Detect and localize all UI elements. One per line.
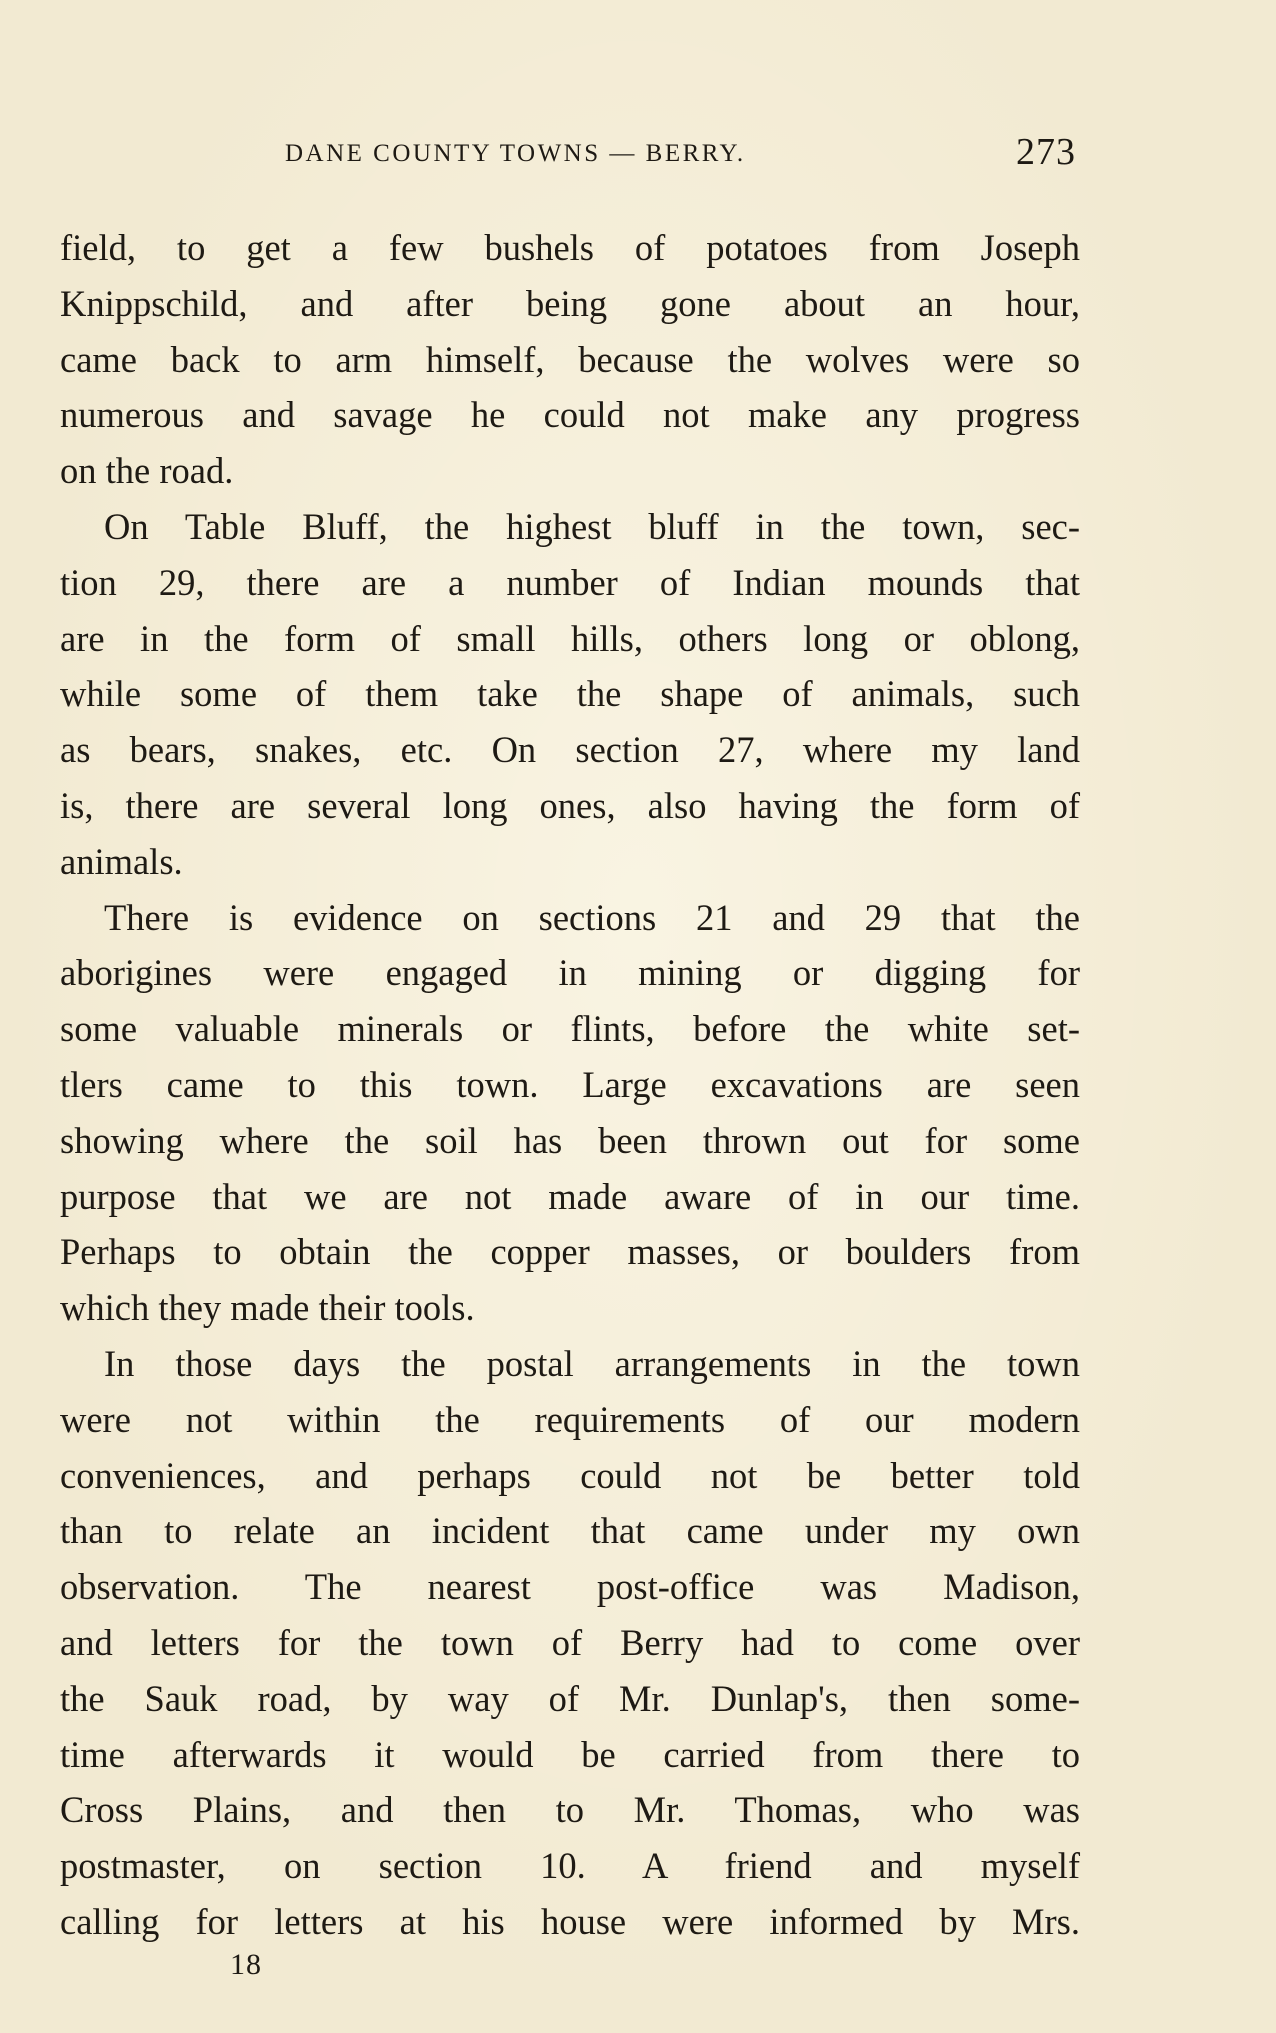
text-line: than to relate an incident that came under my own	[60, 1510, 1080, 1552]
text-line: On Table Bluff, the highest bluff in the town, sec-	[104, 505, 1080, 547]
text-line: postmaster, on section 10. A friend and myself	[60, 1845, 1080, 1887]
body-text	[60, 220, 1080, 1950]
text-line: calling for letters at his house were informed by Mrs.	[60, 1900, 1080, 1942]
text-line: Perhaps to obtain the copper masses, or boulders from	[60, 1231, 1080, 1273]
running-title: DANE COUNTY TOWNS — BERRY.	[285, 140, 746, 167]
text-line: time afterwards it would be carried from there to	[60, 1733, 1080, 1775]
text-line: on the road.	[60, 450, 234, 492]
text-line: Cross Plains, and then to Mr. Thomas, who was	[60, 1789, 1080, 1831]
text-line: is, there are several long ones, also having the form of	[60, 784, 1080, 826]
text-line: the Sauk road, by way of Mr. Dunlap's, then some-	[60, 1677, 1080, 1719]
page-number: 273	[1016, 131, 1076, 173]
text-line: came back to arm himself, because the wolves were so	[60, 338, 1080, 380]
text-line: as bears, snakes, etc. On section 27, where my land	[60, 729, 1080, 771]
text-line: showing where the soil has been thrown out for some	[60, 1119, 1080, 1161]
signature-mark: 18	[230, 1948, 262, 1981]
text-line: numerous and savage he could not make any progress	[60, 394, 1080, 436]
text-line: tlers came to this town. Large excavations are seen	[60, 1063, 1080, 1105]
text-line: tion 29, there are a number of Indian mounds that	[60, 561, 1080, 603]
text-line: some valuable minerals or flints, before the white set-	[60, 1008, 1080, 1050]
text-line: There is evidence on sections 21 and 29 that the	[104, 896, 1080, 938]
text-line: Knippschild, and after being gone about an hour,	[60, 282, 1080, 324]
text-line: and letters for the town of Berry had to come over	[60, 1621, 1080, 1663]
text-line: In those days the postal arrangements in the town	[104, 1342, 1080, 1384]
text-line: observation. The nearest post-office was Madison,	[60, 1566, 1080, 1608]
text-line: are in the form of small hills, others long or oblong,	[60, 617, 1080, 659]
running-head	[60, 130, 1080, 180]
text-line: while some of them take the shape of animals, such	[60, 673, 1080, 715]
text-line: animals.	[60, 840, 183, 882]
text-line: conveniences, and perhaps could not be better told	[60, 1454, 1080, 1496]
text-line: purpose that we are not made aware of in our time.	[60, 1175, 1080, 1217]
text-line: field, to get a few bushels of potatoes from Joseph	[60, 227, 1080, 268]
text-line: aborigines were engaged in mining or digging for	[60, 952, 1080, 994]
text-line: which they made their tools.	[60, 1287, 475, 1329]
text-line: were not within the requirements of our modern	[60, 1398, 1080, 1440]
